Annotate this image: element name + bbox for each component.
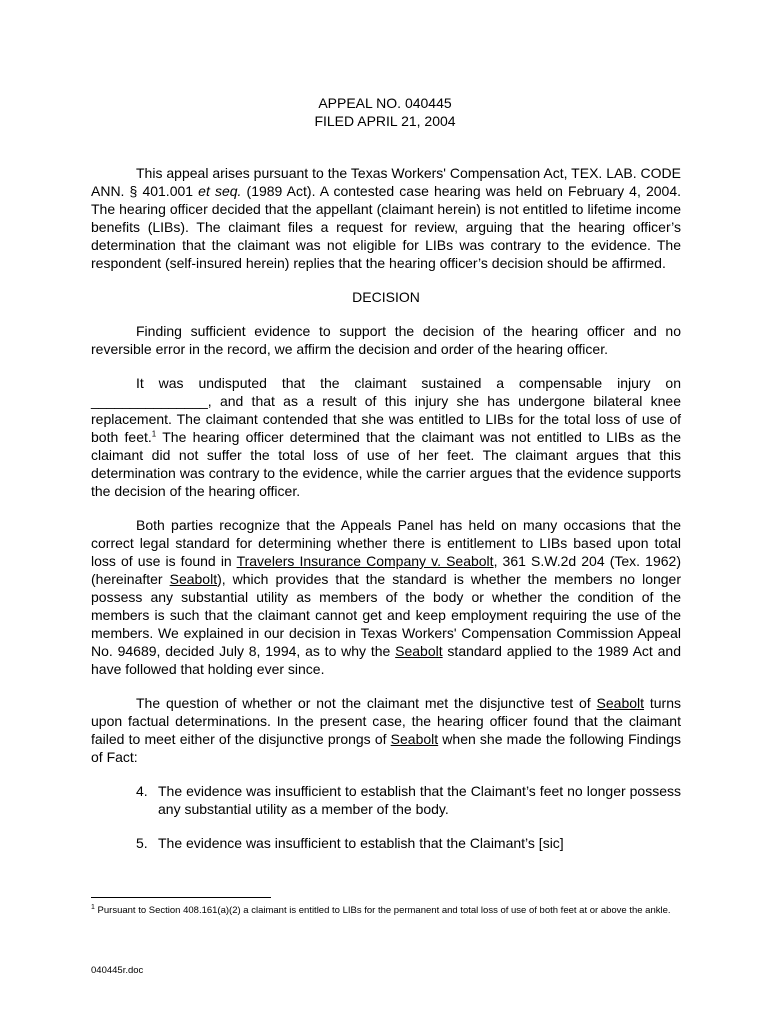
findings-list	[91, 782, 681, 852]
intro-text-b: (1989 Act). A contested case hearing was held on February 4, 2004. The hearing officer decided that the appellant (claimant herein) is not entitled to lifetime income benefits (LIBs). The claimant files a request for review, arguing that the hearing officer’s determination that the claimant was not eligible for LIBs was contrary to the evidence. The respondent (self-insured herein) replies that the hearing officer’s decision should be affirmed.	[91, 183, 681, 271]
case-short-name: Seabolt	[596, 695, 645, 711]
standard-paragraph	[91, 516, 681, 678]
standard-text-a: Both parties recognize that the Appeals Panel has held on many occasions that the correct legal standard for determining whether there is entitlement to LIBs based upon total loss of use is found in	[91, 517, 681, 569]
question-text-c: when she made the following Findings of Fact:	[91, 731, 681, 765]
standard-text-d: standard applied to the 1989 Act and have followed that holding ever since.	[91, 643, 681, 677]
document-body	[91, 164, 681, 868]
decision-heading: DECISION	[352, 289, 420, 305]
finding-item	[91, 834, 681, 852]
finding-item	[91, 782, 681, 818]
footnote	[91, 904, 681, 917]
document-header	[0, 94, 770, 130]
footnote-divider	[91, 897, 271, 898]
case-short-name: Seabolt	[390, 731, 439, 747]
facts-text-b: The hearing officer determined that the claimant was not entitled to LIBs as the claimant did not suffer the total loss of use of her feet. The claimant argues that this determination was contrary to the evidence, while the carrier argues that the evidence supports the decision of the hearing officer.	[91, 429, 682, 499]
document-filename: 040445r.doc	[91, 965, 144, 976]
intro-paragraph	[91, 164, 681, 272]
footnote-marker: 1	[91, 903, 95, 911]
standard-text-c: ), which provides that the standard is whether the members no longer possess any substantial utility as members of the body or whether the condition of the members is such that the claimant cannot get and keep employment requiring the use of the members. We explained in our decision in Texas Workers' Compensation Commission Appeal No. 94689, decided July 8, 1994, as to why the	[91, 571, 681, 659]
et-seq-italic: et seq.	[198, 183, 242, 199]
finding-text: The evidence was insufficient to establish that the Claimant’s [sic]	[158, 835, 564, 851]
intro-text-a: This appeal arises pursuant to the Texas Workers' Compensation Act, TEX. LAB. CODE ANN. § 401.001	[91, 165, 681, 199]
question-paragraph	[91, 694, 681, 766]
standard-text-b: , 361 S.W.2d 204 (Tex. 1962) (hereinafter	[91, 553, 681, 587]
case-short-name: Seabolt	[395, 643, 443, 659]
facts-paragraph	[91, 374, 681, 500]
finding-number: 4.	[136, 783, 148, 799]
question-text-b: turns upon factual determinations. In the present case, the hearing officer found that the claimant failed to meet either of the disjunctive prongs of	[91, 695, 682, 747]
decision-paragraph: Finding sufficient evidence to support the decision of the hearing officer and no reversible error in the record, we affirm the decision and order of the hearing officer.	[91, 323, 681, 357]
finding-text: The evidence was insufficient to establish that the Claimant’s feet no longer possess any substantial utility as a member of the body.	[158, 783, 681, 817]
finding-number: 5.	[136, 835, 148, 851]
filed-date: FILED APRIL 21, 2004	[314, 113, 456, 129]
case-citation: Travelers Insurance Company v. Seabolt	[236, 553, 494, 569]
footnote-text: Pursuant to Section 408.161(a)(2) a claimant is entitled to LIBs for the permanent and total loss of use of both feet at or above the ankle.	[94, 905, 671, 916]
case-short-name: Seabolt	[169, 571, 218, 587]
appeal-number: APPEAL NO. 040445	[318, 95, 452, 111]
question-text-a: The question of whether or not the claimant met the disjunctive test of	[136, 695, 597, 711]
facts-text-a: It was undisputed that the claimant sustained a compensable injury on _______________, and that as a result of this injury she has undergone bilateral knee replacement. The claimant contended that she was entitled to LIBs for the total loss of use of both feet.	[91, 375, 681, 445]
footnote-reference: 1	[151, 429, 157, 439]
